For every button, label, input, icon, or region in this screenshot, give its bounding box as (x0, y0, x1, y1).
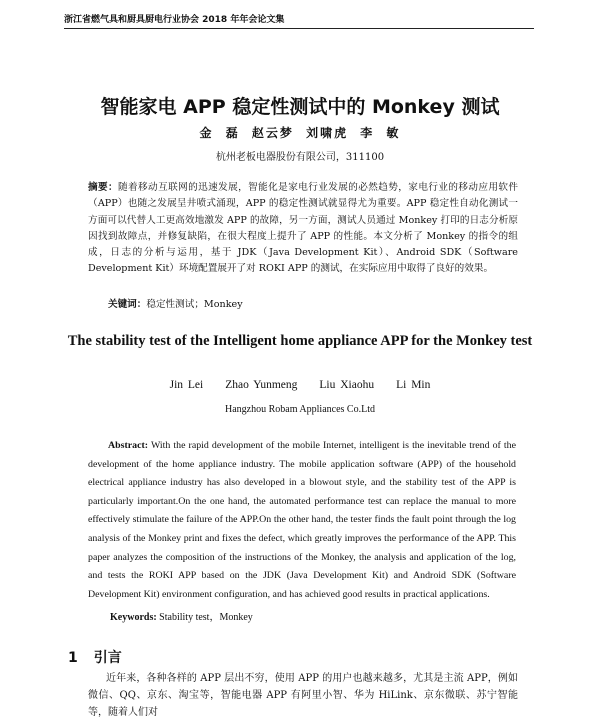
chinese-affiliation: 杭州老板电器股份有限公司，311100 (215, 152, 385, 163)
english-affiliation: Hangzhou Robam Appliances Co.Ltd (225, 404, 375, 415)
chinese-authors: 金 磊 赵云梦 刘啸虎 李 敏 (199, 126, 401, 140)
chinese-abstract-text: 随着移动互联网的迅速发展，智能化是家电行业发展的必然趋势，家电行业的移动应用软件（APP）也随之发展呈井喷式涌现，APP 的稳定性测试就显得尤为重要。APP 稳定性自动化测试一方面可以代替人工更高效地激发 APP 的故障，另一方面，测试人员通过 Monkey 打印的日志分析原因找到故障点，并修复缺陷，在很大程度上提升了 APP 的性能。本文分析了 Monkey 的指令的组成，日志的分析与运用，基于 JDK（Java Development Kit）、Android SDK（Software Development Kit）环境配置展开了对 ROKI APP 的测试，在实际应用中取得了良好的效果。 (88, 182, 519, 275)
english-abstract (88, 437, 516, 604)
chinese-abstract (88, 180, 518, 278)
chinese-title: 智能家电 APP 稳定性测试中的 Monkey 测试 (100, 96, 500, 118)
chinese-abstract-label: 摘要： (88, 182, 119, 193)
english-keywords-label: Keywords: (110, 612, 157, 623)
introduction-paragraph: 近年来，各种各样的 APP 层出不穷，使用 APP 的用户也越来越多，尤其是主流 APP，例如微信、QQ、京东、淘宝等，智能电器 APP 有阿里小智、华为 HiLink、京东微联、苏宁智能等，随着人们对 (88, 673, 518, 718)
english-keywords (110, 608, 253, 623)
english-abstract-text: With the rapid development of the mobile Internet, intelligent is the inevitable trend of the development of the home appliance industry. The mobile application software (APP) of the household electrical appliance industry has also developed in a blowout style, and the stability test of the APP is particularly important.On the one hand, the automated performance test can replace the manual to more effectively stimulate the failure of the APP.On the other hand, the tester finds the fault point through the log analysis of the Monkey print and fixes the defect, which greatly improves the performance of the APP. This paper analyzes the composition of the instructions of the Monkey, the analysis and application of the log, and tests the ROKI APP based on the JDK (Java Development Kit) and Android SDK (Software Development Kit) environment configuration, and has achieved good results in practical applications. (88, 440, 516, 600)
section-title: 引言 (93, 650, 122, 666)
english-title: The stability test of the Intelligent home appliance APP for the Monkey test (67, 333, 533, 349)
chinese-keywords-text: 稳定性测试；Monkey (146, 299, 243, 310)
author-name: Zhao Yunmeng (225, 379, 298, 391)
english-keywords-text: Stability test，Monkey (159, 612, 253, 623)
section-number: 1 (68, 650, 78, 666)
chinese-keywords-label: 关键词： (108, 299, 147, 310)
author-name: Jin Lei (169, 379, 204, 391)
running-header: 浙江省燃气具和厨具厨电行业协会 2018 年年会论文集 (64, 12, 534, 29)
section-heading (68, 647, 122, 667)
author-name: Liu Xiaohu (319, 379, 375, 391)
english-abstract-label: Abstract: (108, 440, 149, 451)
author-name: Li Min (396, 379, 431, 391)
chinese-keywords (108, 296, 243, 310)
english-authors (0, 379, 600, 391)
